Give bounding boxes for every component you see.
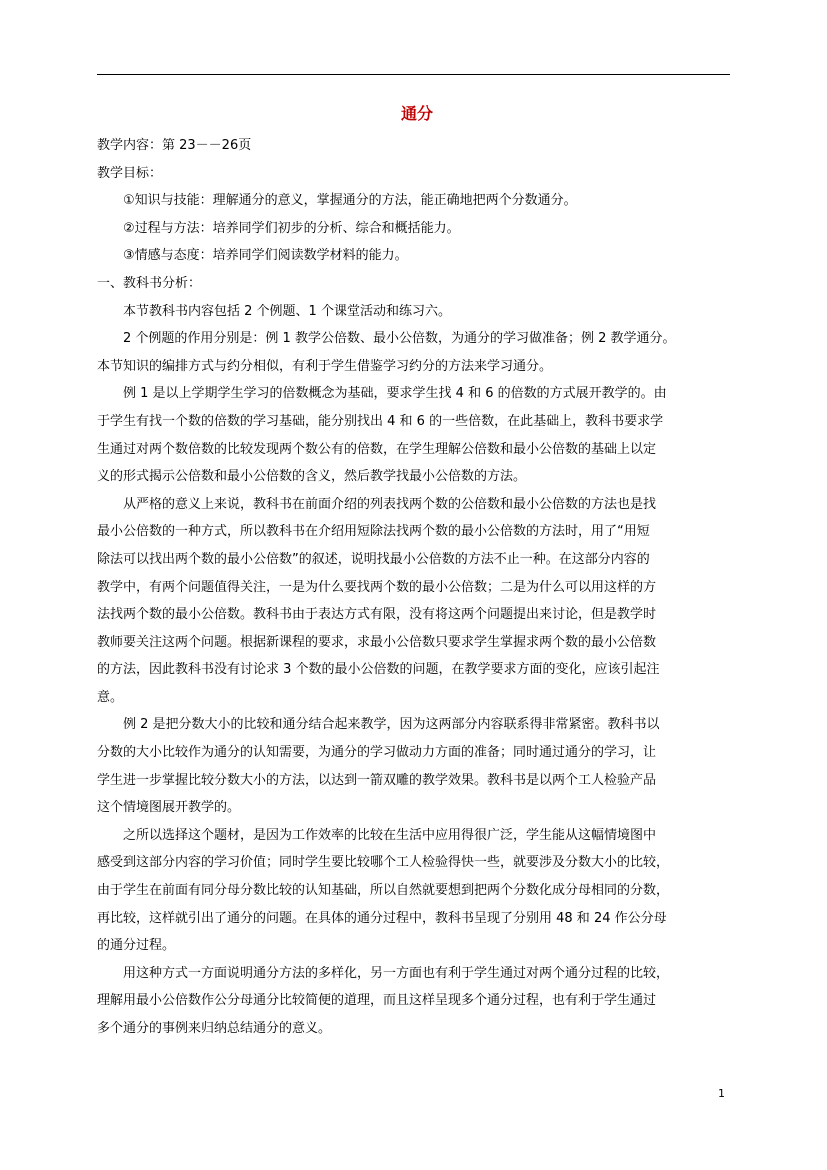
paragraph-line: 从严格的意义上来说，教科书在前面介绍的列表找两个数的公倍数和最小公倍数的方法也是找 — [123, 496, 657, 512]
paragraph-line: 2 个例题的作用分别是：例 1 教学公倍数、最小公倍数，为通分的学习做准备；例 2 教学通分。 — [123, 331, 676, 347]
paragraph-line: 例 2 是把分数大小的比较和通分结合起来教学，因为这两部分内容联系得非常紧密。教科书以 — [123, 717, 660, 733]
paragraph-line: 之所以选择这个题材，是因为工作效率的比较在生活中应用得很广泛，学生能从这幅情境图中 — [123, 827, 657, 843]
body-paragraph — [97, 960, 737, 1043]
paragraph-line: 学生进一步掌握比较分数大小的方法，以达到一箭双雕的教学效果。教科书是以两个工人检验产品 — [97, 772, 657, 788]
body-paragraph — [97, 711, 737, 821]
paragraph-line: 义的形式揭示公倍数和最小公倍数的含义，然后教学找最小公倍数的方法。 — [97, 469, 527, 485]
goal-item: ②过程与方法：培养同学们初步的分析、综合和概括能力。 — [123, 220, 460, 236]
body-paragraph — [97, 380, 737, 490]
body-paragraph — [97, 822, 737, 960]
body-paragraph — [97, 491, 737, 712]
goals-heading: 教学目标： — [97, 165, 163, 181]
paragraph-line: 多个通分的事例来归纳总结通分的意义。 — [97, 1021, 332, 1036]
paragraph-line: 分数的大小比较作为通分的认知需要，为通分的学习做动力方面的准备；同时通过通分的学习，让 — [97, 745, 657, 761]
paragraph-line: 的方法，因此教科书没有讨论求 3 个数的最小公倍数的问题，在教学要求方面的变化，应该引起注 — [97, 662, 660, 678]
paragraph-line: 由于学生在前面有同分母分数比较的认知基础，所以自然就要想到把两个分数化成分母相同的分数， — [97, 883, 670, 899]
paragraph-line: 的通分过程。 — [97, 938, 176, 954]
analysis-heading: 一、教科书分析： — [97, 275, 202, 291]
paragraph-line: 生通过对两个数倍数的比较发现两个数公有的倍数，在学生理解公倍数和最小公倍数的基础上以定 — [97, 441, 657, 457]
paragraph-line: 再比较，这样就引出了通分的问题。在具体的通分过程中，教科书呈现了分别用 48 和 24 作公分母 — [97, 910, 667, 926]
paragraph-line: 最小公倍数的一种方式，所以教科书在介绍用短除法找两个数的最小公倍数的方法时，用了“用短 — [97, 524, 650, 540]
paragraph-line: 于学生有找一个数的倍数的学习基础，能分别找出 4 和 6 的一些倍数，在此基础上，教科书要求学 — [97, 413, 664, 429]
body-paragraph — [97, 325, 737, 380]
analysis-paragraphs — [97, 298, 737, 1043]
paragraph-line: 法找两个数的最小公倍数。教科书由于表达方式有限，没有将这两个问题提出来讨论，但是教学时 — [97, 607, 657, 623]
paragraph-line: 教师要关注这两个问题。根据新课程的要求，求最小公倍数只要求学生掌握求两个数的最小公倍数 — [97, 634, 657, 650]
paragraph-line: 本节教科书内容包括 2 个例题、1 个课堂活动和练习六。 — [123, 303, 451, 319]
header-rule — [97, 74, 730, 75]
teaching-content-line: 教学内容：第 23－－26页 — [97, 138, 252, 153]
paragraph-line: 除法可以找出两个数的最小公倍数”的叙述，说明找最小公倍数的方法不止一种。在这部分内容的 — [97, 551, 650, 567]
page-number: 1 — [718, 1087, 725, 1100]
paragraph-line: 理解用最小公倍数作公分母通分比较简便的道理，而且这样呈现多个通分过程，也有利于学生通过 — [97, 993, 657, 1009]
paragraph-line: 本节知识的编排方式与约分相似，有利于学生借鉴学习约分的方法来学习通分。 — [97, 358, 553, 374]
paragraph-line: 例 1 是以上学期学生学习的倍数概念为基础，要求学生找 4 和 6 的倍数的方式展开教学的。由 — [123, 386, 667, 402]
goal-item: ③情感与态度：培养同学们阅读数学材料的能力。 — [123, 248, 408, 264]
paragraph-line: 感受到这部分内容的学习价值；同时学生要比较哪个工人检验得快一些，就要涉及分数大小的比较， — [97, 855, 670, 871]
paragraph-line: 意。 — [97, 689, 124, 705]
goal-item: ①知识与技能：理解通分的意义，掌握通分的方法，能正确地把两个分数通分。 — [123, 193, 577, 209]
body-paragraph — [97, 298, 737, 326]
paragraph-line: 教学中，有两个问题值得关注，一是为什么要找两个数的最小公倍数；二是为什么可以用这样的方 — [97, 579, 657, 595]
paragraph-line: 这个情境图展开教学的。 — [97, 800, 241, 816]
document-title: 通分 — [400, 104, 433, 123]
paragraph-line: 用这种方式一方面说明通分方法的多样化，另一方面也有利于学生通过对两个通分过程的比较， — [123, 965, 670, 981]
document-body — [97, 100, 737, 1043]
